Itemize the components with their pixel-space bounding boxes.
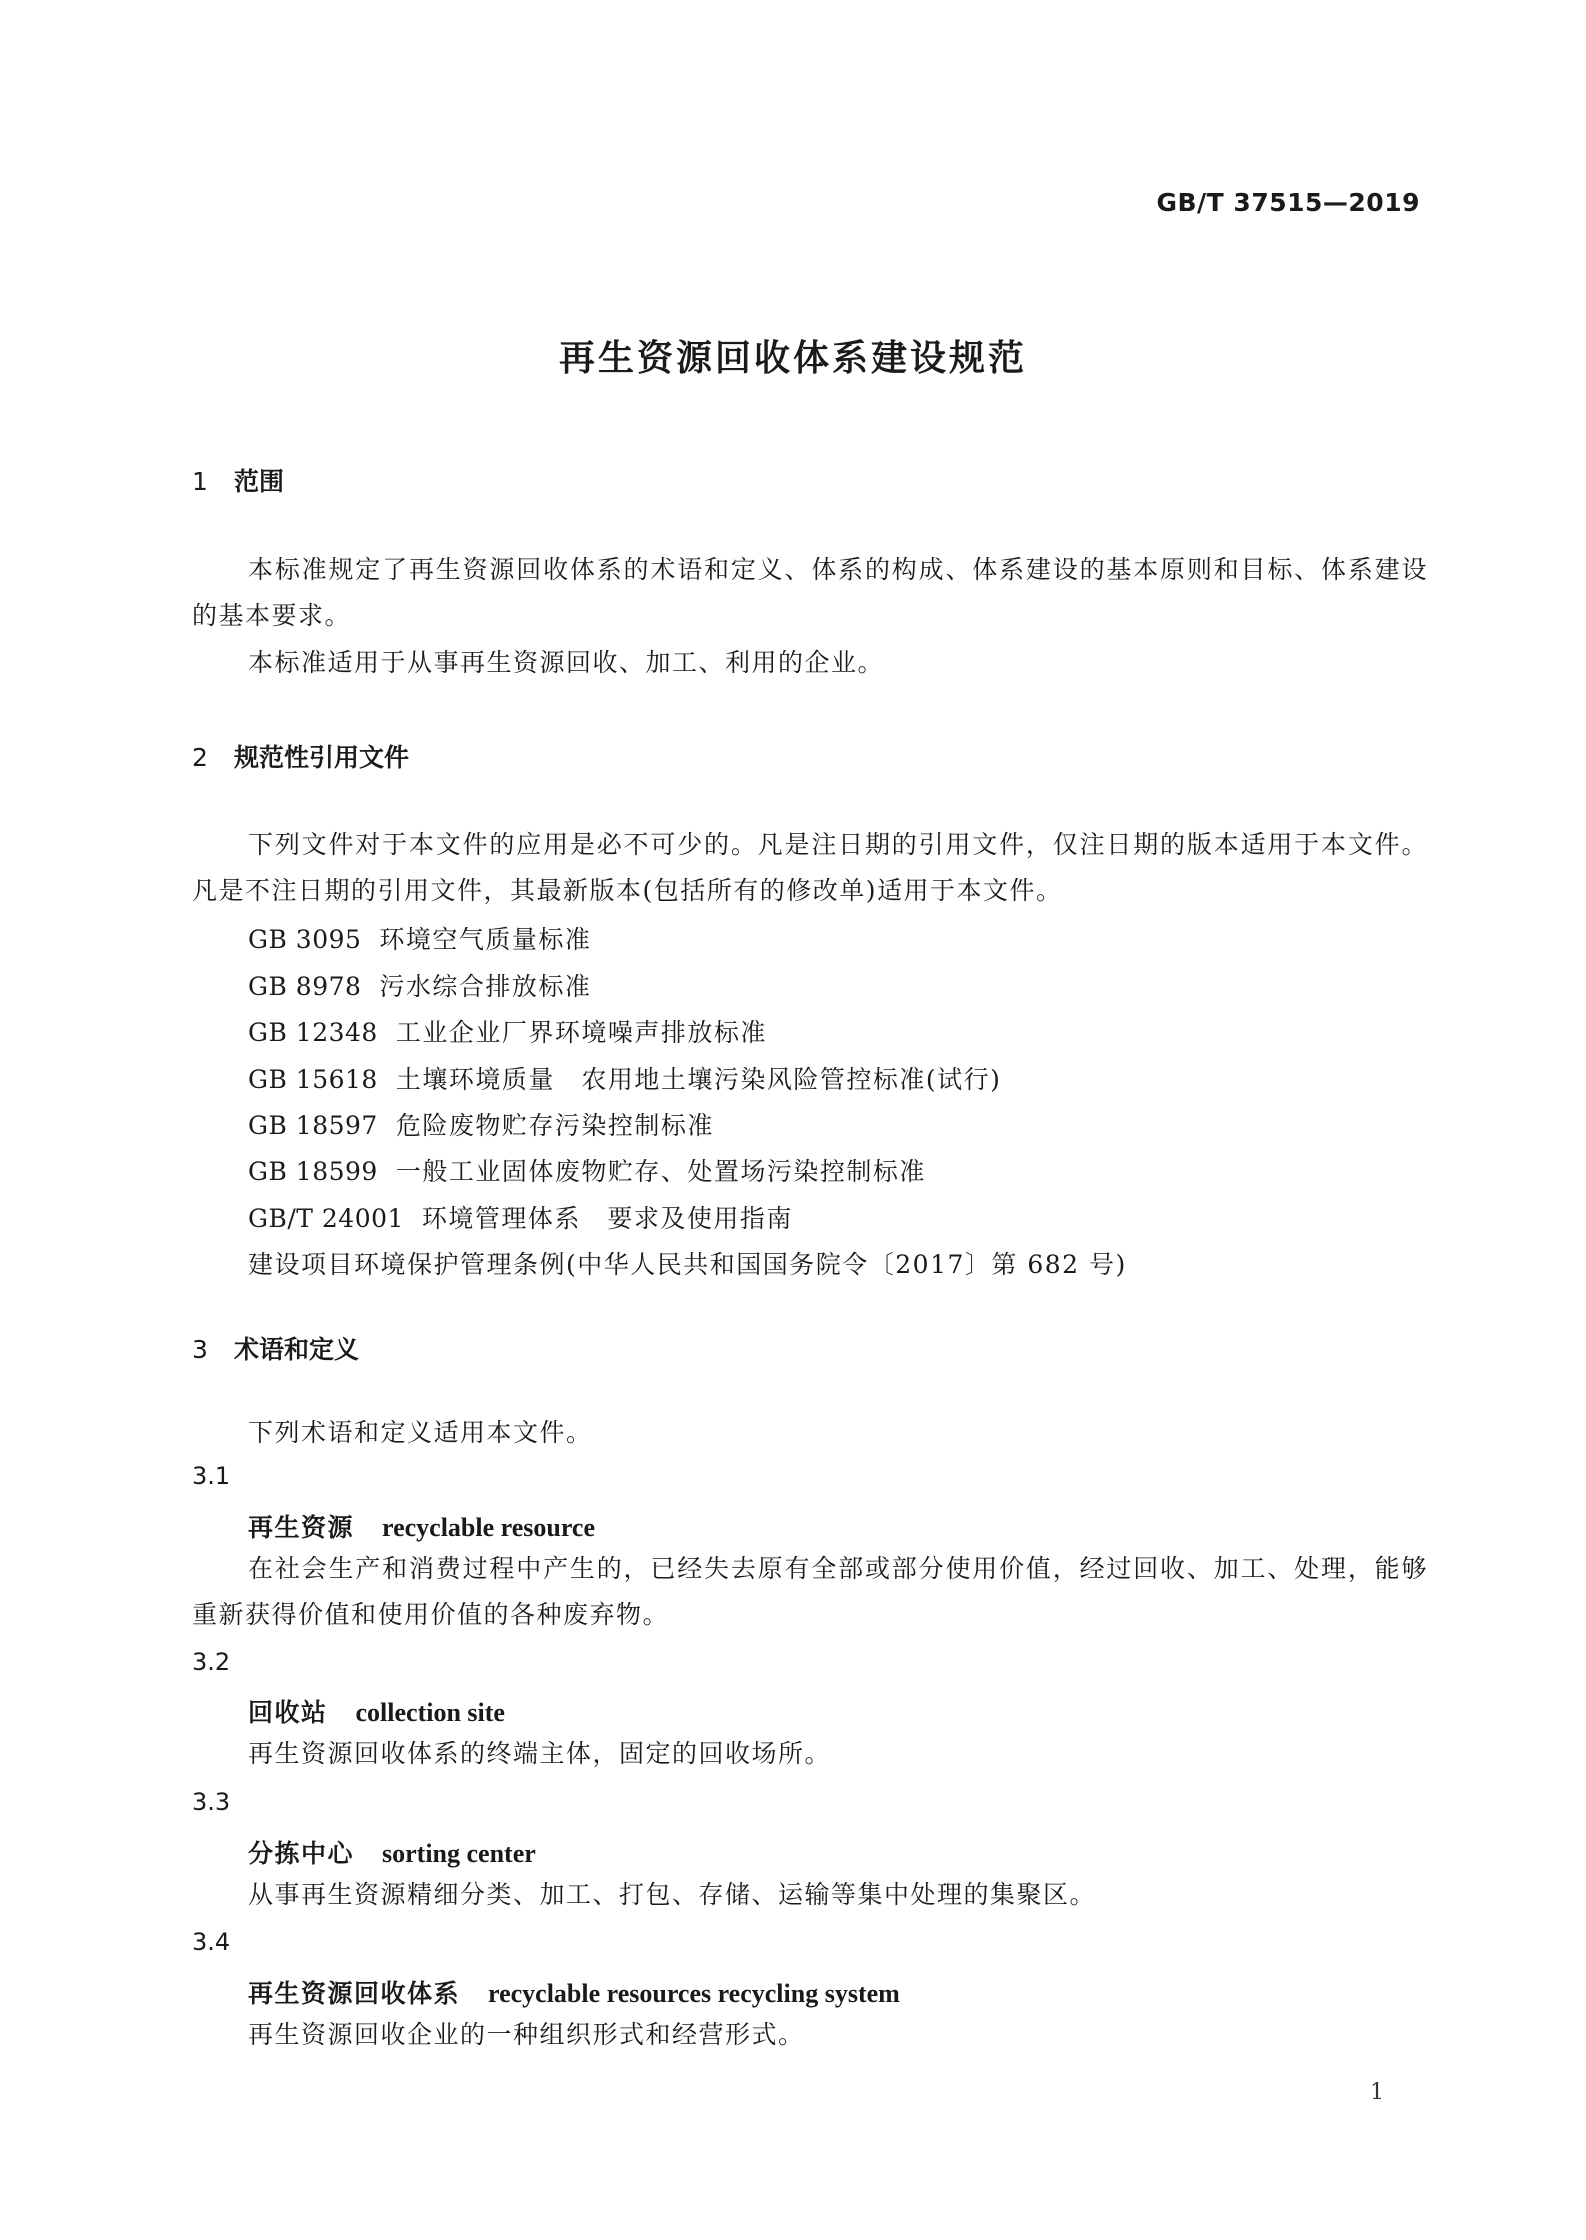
term-definition: 再生资源回收企业的一种组织形式和经营形式。	[248, 2020, 805, 2049]
term-definition: 再生资源回收体系的终端主体，固定的回收场所。	[248, 1739, 832, 1768]
reference-code: GB 8978	[248, 972, 362, 1001]
section-number: 2	[192, 743, 208, 772]
reference-title: 环境空气质量标准	[379, 925, 592, 954]
reference-title: 环境管理体系 要求及使用指南	[421, 1204, 793, 1233]
section-3-heading	[192, 1330, 359, 1366]
reference-title: 污水综合排放标准	[379, 972, 592, 1001]
reference-title: 建设项目环境保护管理条例(中华人民共和国国务院令〔2017〕第 682 号)	[248, 1250, 1127, 1279]
term-number: 3.1	[192, 1462, 231, 1490]
section-number: 3	[192, 1335, 208, 1364]
section-title: 术语和定义	[234, 1335, 360, 1364]
term-definition: 在社会生产和消费过程中产生的，已经失去原有全部或部分使用价值，经过回收、加工、处理，能够重新获得价值和使用价值的各种废弃物。	[192, 1554, 1428, 1629]
reference-item	[248, 1013, 767, 1049]
section-3-paragraph-1: 下列术语和定义适用本文件。	[248, 1418, 593, 1447]
term-chinese: 再生资源回收体系	[248, 1979, 461, 2008]
term-chinese: 再生资源	[248, 1513, 355, 1542]
term-number: 3.4	[192, 1928, 231, 1956]
term-entry	[248, 1508, 595, 1544]
reference-item	[248, 1245, 1127, 1281]
term-number: 3.3	[192, 1788, 231, 1816]
term-entry	[248, 1974, 900, 2010]
reference-title: 工业企业厂界环境噪声排放标准	[395, 1018, 767, 1047]
term-chinese: 回收站	[248, 1698, 328, 1727]
reference-title: 一般工业固体废物贮存、处置场污染控制标准	[395, 1157, 926, 1186]
section-number: 1	[192, 467, 208, 496]
section-2-heading	[192, 738, 409, 774]
reference-code: GB 15618	[248, 1065, 378, 1094]
term-english: collection site	[355, 1698, 505, 1727]
reference-item	[248, 1152, 926, 1188]
document-title: 再生资源回收体系建设规范	[558, 338, 1027, 379]
section-title: 规范性引用文件	[234, 743, 410, 772]
reference-item	[248, 920, 591, 956]
term-entry	[248, 1834, 536, 1870]
term-english: recyclable resource	[382, 1513, 595, 1542]
reference-item	[248, 1106, 714, 1142]
reference-title: 危险废物贮存污染控制标准	[395, 1111, 714, 1140]
reference-title: 土壤环境质量 农用地土壤污染风险管控标准(试行)	[395, 1065, 1002, 1094]
section-2-paragraph-1: 下列文件对于本文件的应用是必不可少的。凡是注日期的引用文件，仅注日期的版本适用于本文件。凡是不注日期的引用文件，其最新版本(包括所有的修改单)适用于本文件。	[192, 830, 1428, 905]
term-chinese: 分拣中心	[248, 1839, 355, 1868]
reference-code: GB 12348	[248, 1018, 378, 1047]
section-1-paragraph-2: 本标准适用于从事再生资源回收、加工、利用的企业。	[248, 648, 885, 677]
reference-item	[248, 1060, 1001, 1096]
section-1-paragraph-1: 本标准规定了再生资源回收体系的术语和定义、体系的构成、体系建设的基本原则和目标、体系建设的基本要求。	[192, 555, 1428, 630]
reference-item	[248, 1199, 793, 1235]
reference-code: GB 18597	[248, 1111, 378, 1140]
reference-code: GB/T 24001	[248, 1204, 404, 1233]
term-english: sorting center	[382, 1839, 536, 1868]
reference-code: GB 3095	[248, 925, 362, 954]
standard-code: GB/T 37515—2019	[1156, 188, 1420, 217]
term-number: 3.2	[192, 1648, 231, 1676]
term-definition: 从事再生资源精细分类、加工、打包、存储、运输等集中处理的集聚区。	[248, 1880, 1097, 1909]
page-number: 1	[1370, 2080, 1384, 2105]
term-english: recyclable resources recycling system	[488, 1979, 900, 2008]
reference-code: GB 18599	[248, 1157, 378, 1186]
reference-item	[248, 967, 591, 1003]
section-1-heading	[192, 462, 284, 498]
term-entry	[248, 1693, 505, 1729]
section-title: 范围	[234, 467, 285, 496]
